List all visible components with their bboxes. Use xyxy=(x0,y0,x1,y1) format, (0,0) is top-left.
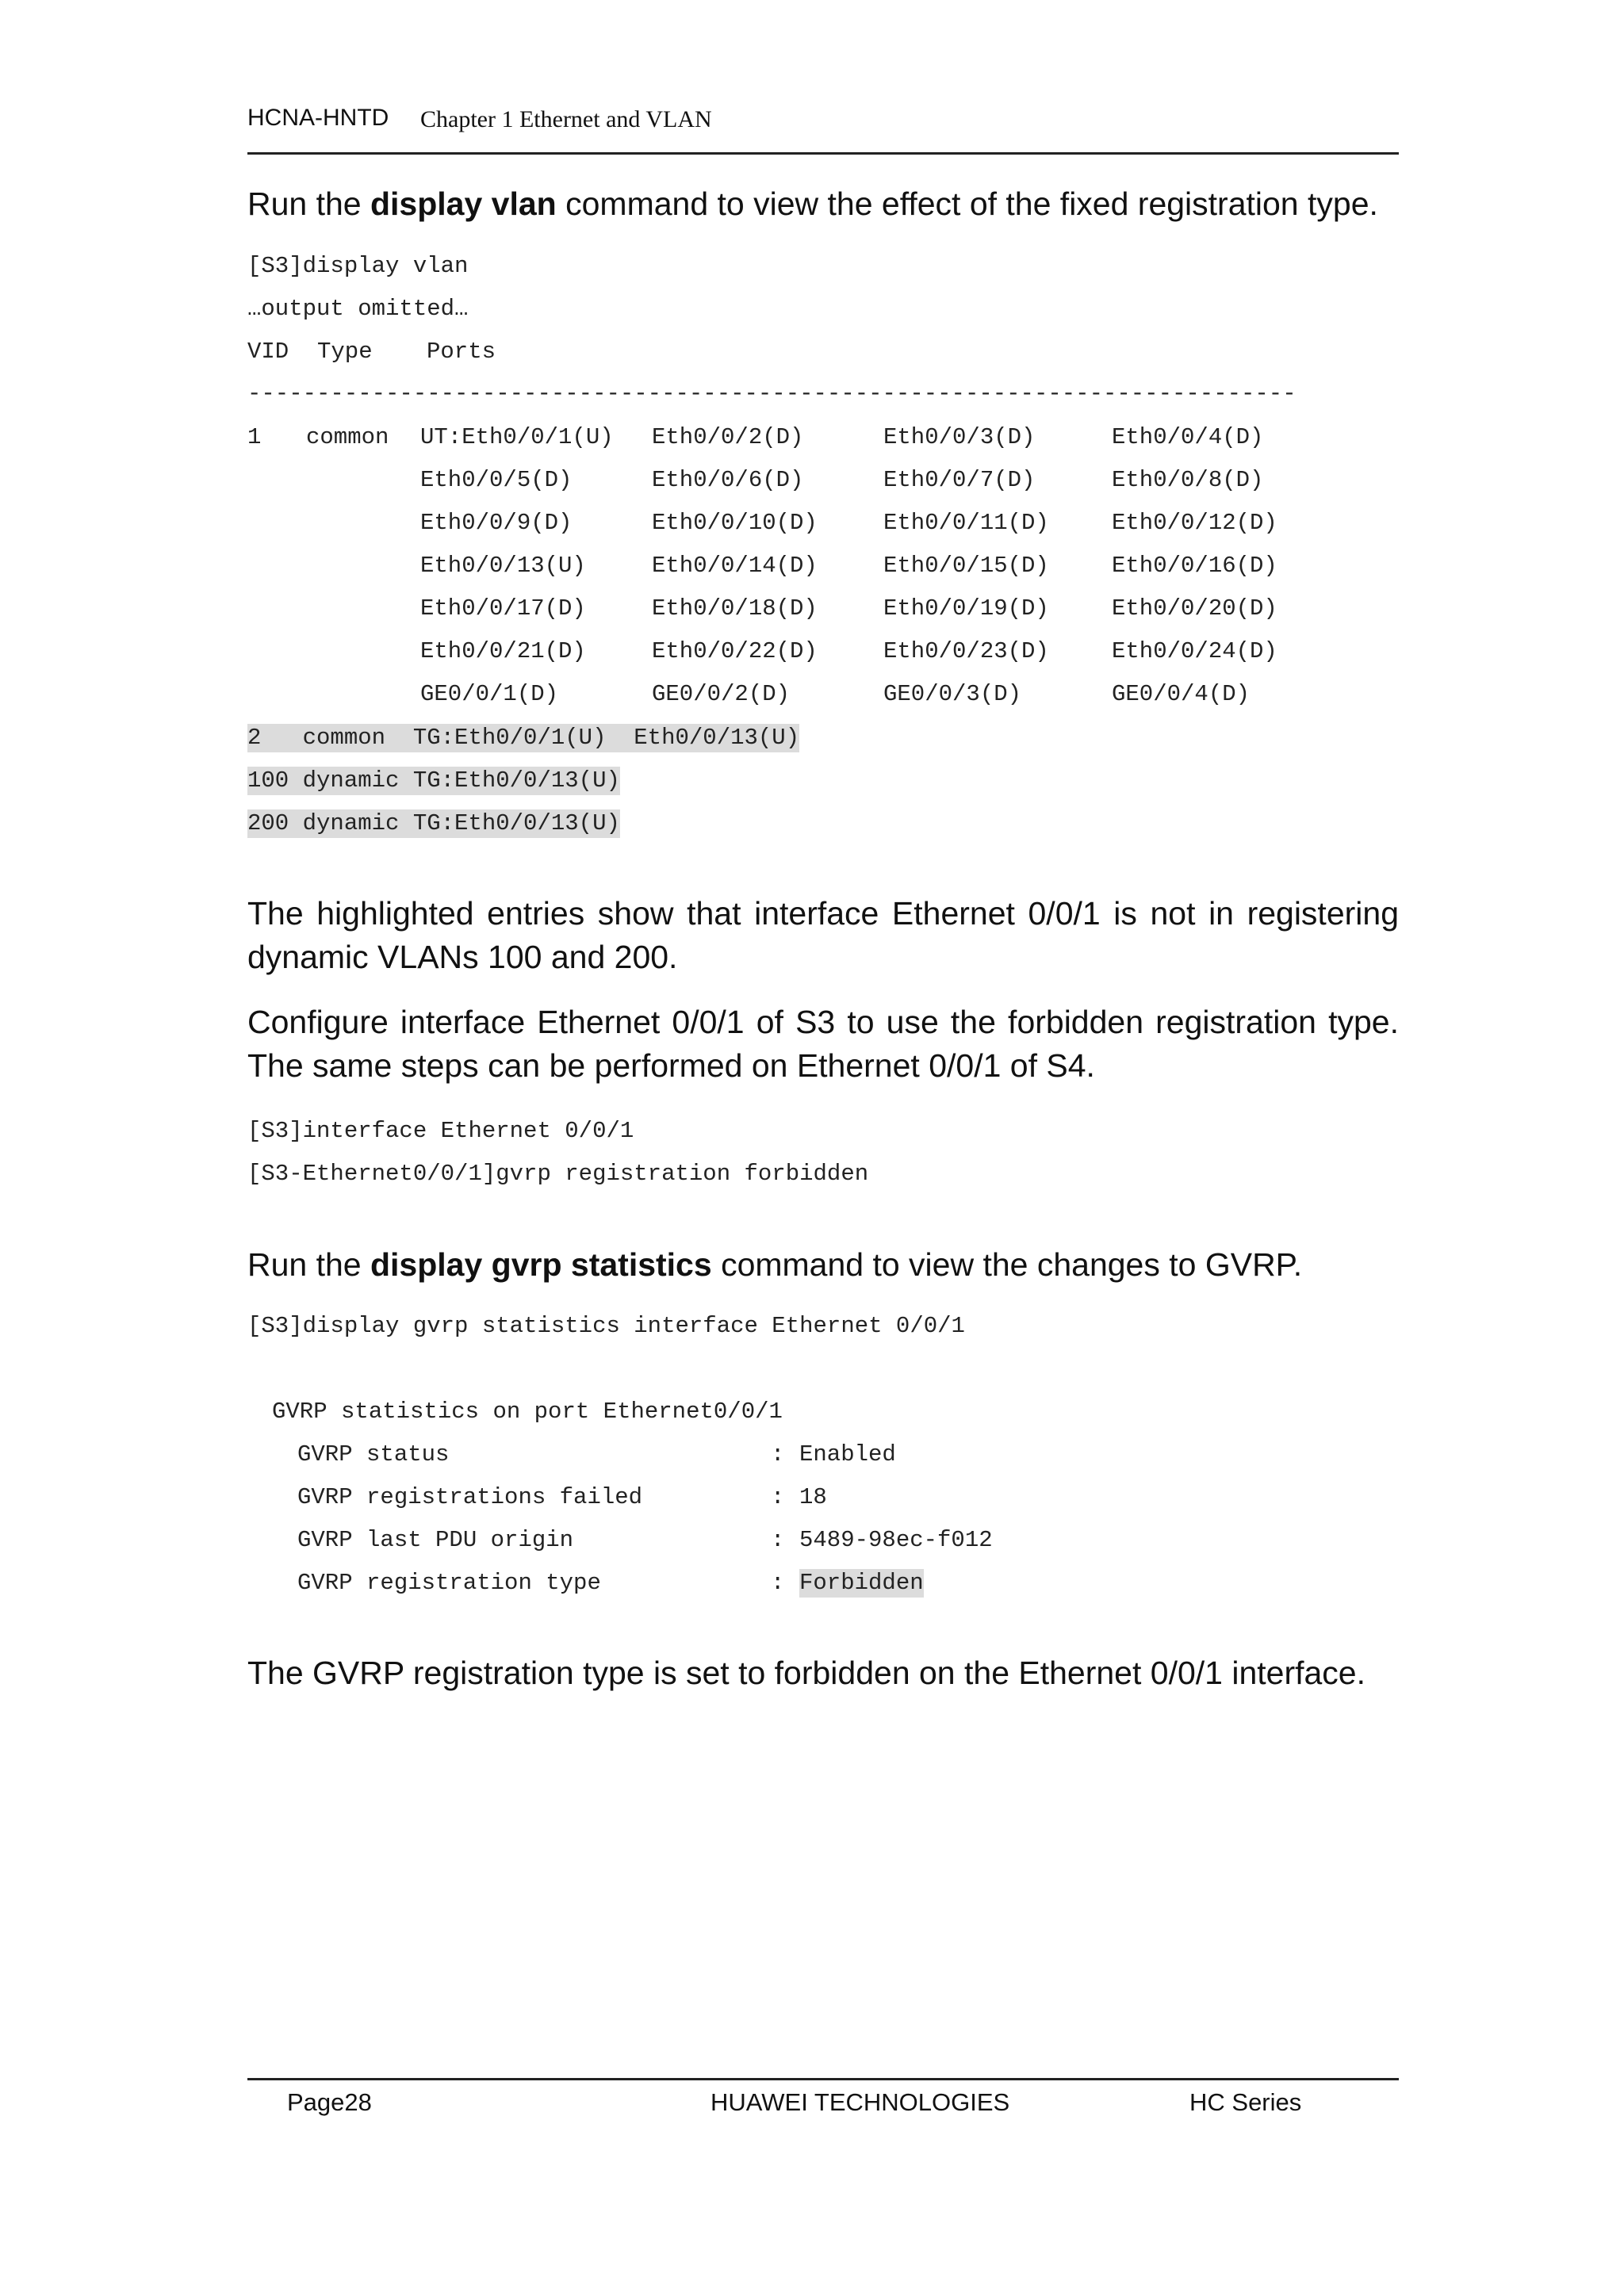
vlan-port-cell: Eth0/0/5(D) xyxy=(420,467,573,493)
gvrp-stat-colon: : xyxy=(771,1570,785,1596)
vlan-port-cell: GE0/0/1(D) xyxy=(420,681,559,707)
vlan-port-cell: Eth0/0/19(D) xyxy=(883,595,1049,622)
vlan-port-cell: Eth0/0/6(D) xyxy=(652,467,804,493)
vlan-port-cell: Eth0/0/12(D) xyxy=(1112,510,1277,536)
gvrp-stat-value: 18 xyxy=(799,1484,827,1510)
highlight-explanation-paragraph: The highlighted entries show that interface Ethernet 0/0/1 is not in registering dynamic VLANs 100 and 200. xyxy=(247,895,1399,975)
gvrp-stat-label: GVRP status xyxy=(297,1441,450,1468)
vlan-port-cell: Eth0/0/20(D) xyxy=(1112,595,1277,622)
vlan-port-cell: Eth0/0/8(D) xyxy=(1112,467,1264,493)
display-vlan-command-name: display vlan xyxy=(370,186,557,222)
display-gvrp-command-name: display gvrp statistics xyxy=(370,1246,712,1283)
vlan-port-cell: Eth0/0/23(D) xyxy=(883,638,1049,664)
page-header xyxy=(247,105,1399,155)
gvrp-statistics-command-line: [S3]display gvrp statistics interface Ethernet 0/0/1 xyxy=(247,1313,965,1339)
header-chapter-title: Chapter 1 Ethernet and VLAN xyxy=(420,106,712,132)
vlan-port-cell: Eth0/0/9(D) xyxy=(420,510,573,536)
highlighted-vlan-row: 200 dynamic TG:Eth0/0/13(U) xyxy=(247,810,620,836)
display-vlan-intro: Run the display vlan command to view the effect of the fixed registration type. xyxy=(247,186,1378,222)
vlan-type-cell: common xyxy=(306,424,389,450)
gvrp-stat-colon: : xyxy=(771,1527,785,1553)
footer-series: HC Series xyxy=(1189,2088,1302,2116)
conclusion-paragraph: The GVRP registration type is set to forbidden on the Ethernet 0/0/1 interface. xyxy=(247,1655,1365,1691)
highlighted-vlan-row: 100 dynamic TG:Eth0/0/13(U) xyxy=(247,767,620,794)
vlan-port-cell: Eth0/0/4(D) xyxy=(1112,424,1264,450)
gvrp-stat-value: Enabled xyxy=(799,1441,896,1468)
vlan-port-cell: Eth0/0/14(D) xyxy=(652,553,818,579)
display-gvrp-intro: Run the display gvrp statistics command to view the changes to GVRP. xyxy=(247,1246,1303,1283)
gvrp-stat-colon: : xyxy=(771,1484,785,1510)
vlan-port-cell: GE0/0/4(D) xyxy=(1112,681,1251,707)
vlan-port-cell: Eth0/0/16(D) xyxy=(1112,553,1277,579)
gvrp-stat-label: GVRP registrations failed xyxy=(297,1484,643,1510)
vlan-command-line: [S3]display vlan xyxy=(247,253,469,279)
page-footer xyxy=(247,2078,1399,2128)
vlan-port-cell: Eth0/0/22(D) xyxy=(652,638,818,664)
vlan-port-cell: Eth0/0/10(D) xyxy=(652,510,818,536)
vlan-port-cell: Eth0/0/13(U) xyxy=(420,553,586,579)
vlan-port-cell: Eth0/0/15(D) xyxy=(883,553,1049,579)
interface-command-line: [S3]interface Ethernet 0/0/1 xyxy=(247,1118,634,1144)
highlighted-vlan-row: 2 common TG:Eth0/0/1(U) Eth0/0/13(U) xyxy=(247,725,800,751)
gvrp-stat-label: GVRP last PDU origin xyxy=(297,1527,574,1553)
vlan-port-cell: Eth0/0/3(D) xyxy=(883,424,1036,450)
vlan-table-header-vid: VID xyxy=(247,339,289,365)
gvrp-statistics-title: GVRP statistics on port Ethernet0/0/1 xyxy=(272,1399,783,1425)
gvrp-forbidden-command-line: [S3-Ethernet0/0/1]gvrp registration forbidden xyxy=(247,1161,869,1187)
vlan-port-cell: Eth0/0/7(D) xyxy=(883,467,1036,493)
gvrp-registration-type-value: Forbidden xyxy=(799,1570,924,1596)
vlan-port-cell: UT:Eth0/0/1(U) xyxy=(420,424,614,450)
vlan-port-cell: Eth0/0/18(D) xyxy=(652,595,818,622)
vlan-table-header-type: Type xyxy=(317,339,373,365)
footer-company: HUAWEI TECHNOLOGIES xyxy=(710,2088,1010,2116)
vlan-table-separator: ---------------------------------------------------------------------------- xyxy=(247,381,1297,407)
vlan-port-cell: Eth0/0/11(D) xyxy=(883,510,1049,536)
vlan-port-cell: Eth0/0/17(D) xyxy=(420,595,586,622)
configure-forbidden-paragraph: Configure interface Ethernet 0/0/1 of S3 to use the forbidden registration type. The same steps can be performed on Ethernet 0/0/1 of S4. xyxy=(247,1004,1399,1084)
header-doc-code: HCNA-HNTD xyxy=(247,105,389,131)
vlan-port-cell: Eth0/0/21(D) xyxy=(420,638,586,664)
vlan-port-cell: GE0/0/2(D) xyxy=(652,681,791,707)
gvrp-stat-label: GVRP registration type xyxy=(297,1570,601,1596)
gvrp-stat-value: 5489-98ec-f012 xyxy=(799,1527,993,1553)
vlan-id-cell: 1 xyxy=(247,424,262,450)
footer-page-number: Page28 xyxy=(287,2088,372,2116)
vlan-table-header-ports: Ports xyxy=(427,339,496,365)
gvrp-stat-colon: : xyxy=(771,1441,785,1468)
vlan-port-cell: Eth0/0/2(D) xyxy=(652,424,804,450)
vlan-port-cell: Eth0/0/24(D) xyxy=(1112,638,1277,664)
vlan-port-cell: GE0/0/3(D) xyxy=(883,681,1022,707)
output-omitted-line: …output omitted… xyxy=(247,296,469,322)
